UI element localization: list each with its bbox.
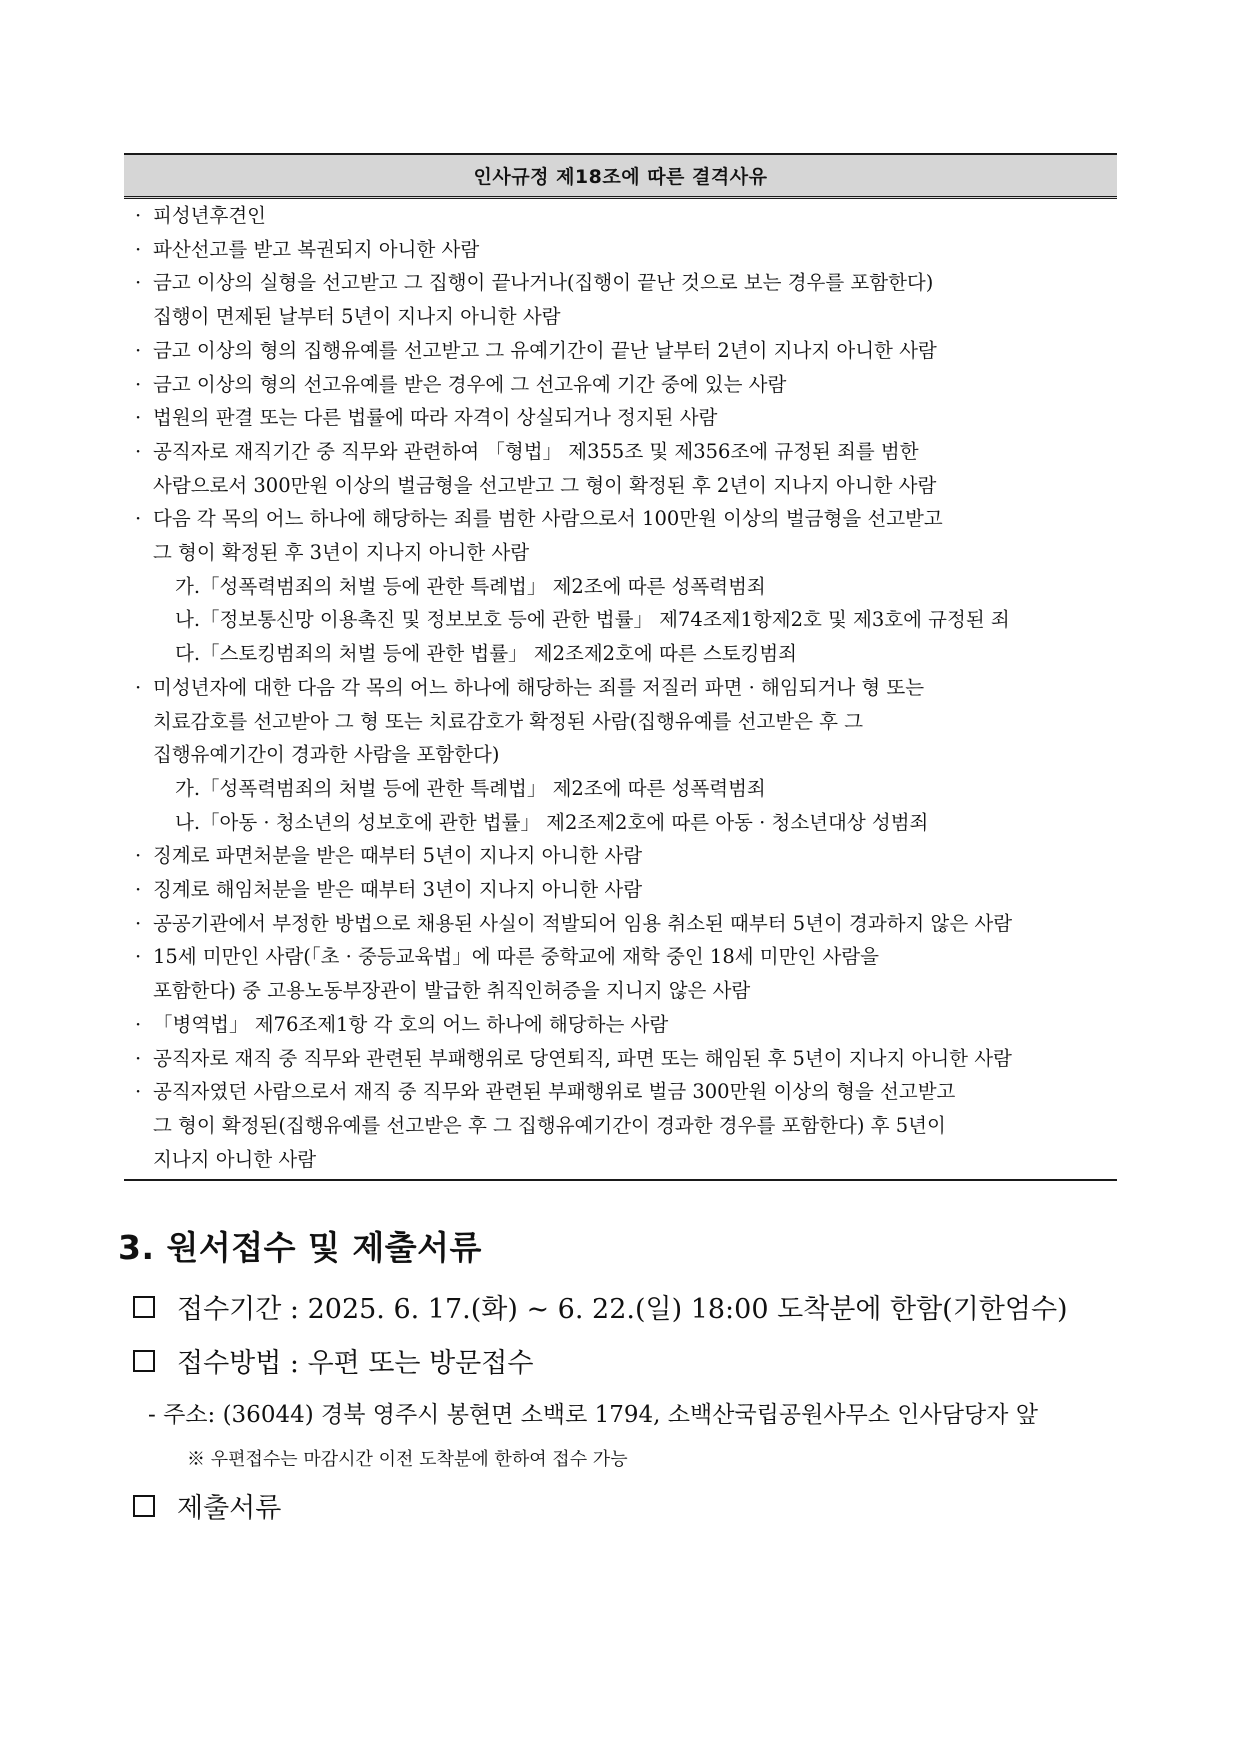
item-text bbox=[153, 671, 924, 772]
bullet-icon: · bbox=[135, 406, 142, 430]
checkbox-icon bbox=[133, 1296, 155, 1318]
item-text bbox=[153, 839, 642, 873]
disqualification-item bbox=[135, 368, 1109, 402]
disqualification-item bbox=[135, 233, 1109, 267]
bullet-icon: · bbox=[135, 204, 142, 227]
disqualification-item bbox=[135, 907, 1109, 941]
sub-item: 나.「정보통신망 이용촉진 및 정보보호 등에 관한 법률」 제74조제1항제2호 및 제3호에 규정된 죄 bbox=[175, 608, 1010, 632]
item-line: 금고 이상의 형의 선고유예를 받은 경우에 그 선고유예 기간 중에 있는 사람 bbox=[153, 372, 787, 396]
bullet-icon: · bbox=[135, 271, 142, 295]
item-text bbox=[153, 233, 479, 267]
checkbox-icon bbox=[133, 1350, 155, 1372]
bullet-icon: · bbox=[135, 844, 142, 868]
item-line: 징계로 해임처분을 받은 때부터 3년이 지나지 아니한 사람 bbox=[153, 878, 643, 902]
bullet-icon: · bbox=[135, 1080, 142, 1104]
item-line: 그 형이 확정된 후 3년이 지나지 아니한 사람 bbox=[153, 541, 530, 565]
item-text bbox=[153, 368, 786, 402]
table-header: 인사규정 제18조에 따른 결격사유 bbox=[124, 155, 1117, 199]
disqualification-item bbox=[135, 940, 1109, 1007]
disqualification-item bbox=[135, 1075, 1109, 1176]
item-line: 다음 각 목의 어느 하나에 해당하는 죄를 범한 사람으로서 100만원 이상의 벌금형을 선고받고 bbox=[153, 507, 943, 531]
period-row bbox=[133, 1287, 1068, 1326]
item-text bbox=[153, 401, 717, 435]
disqualification-table bbox=[124, 153, 1117, 1181]
item-line: 치료감호를 선고받아 그 형 또는 치료감호가 확정된 사람(집행유예를 선고받은 후 그 bbox=[153, 709, 864, 733]
item-line: 그 형이 확정된(집행유예를 선고받은 후 그 집행유예기간이 경과한 경우를 포함한다) 후 5년이 bbox=[153, 1113, 946, 1137]
item-text bbox=[153, 940, 879, 1007]
item-line: 지나지 아니한 사람 bbox=[153, 1147, 317, 1171]
item-line: 금고 이상의 실형을 선고받고 그 집행이 끝나거나(집행이 끝난 것으로 보는 경우를 포함한다) bbox=[153, 271, 934, 295]
disqualification-item bbox=[135, 671, 1109, 772]
item-line: 파산선고를 받고 복권되지 아니한 사람 bbox=[153, 237, 480, 261]
table-bottom-rule bbox=[124, 1179, 1117, 1181]
bullet-icon: · bbox=[135, 338, 142, 362]
item-text bbox=[153, 199, 266, 233]
item-line: 공공기관에서 부정한 방법으로 채용된 사실이 적발되어 임용 취소된 때부터 5년이 경과하지 않은 사람 bbox=[153, 911, 1013, 935]
method-row bbox=[133, 1341, 533, 1380]
bullet-icon: · bbox=[135, 507, 142, 531]
disqualification-item bbox=[135, 334, 1109, 368]
sub-item: 다.「스토킹범죄의 처벌 등에 관한 법률」 제2조제2호에 따른 스토킹범죄 bbox=[175, 642, 798, 666]
disqualification-item bbox=[135, 199, 1109, 233]
item-line: 공직자로 재직기간 중 직무와 관련하여 「형법」 제355조 및 제356조에 규정된 죄를 범한 bbox=[153, 439, 919, 463]
bullet-icon: · bbox=[135, 439, 142, 463]
item-text bbox=[153, 502, 943, 569]
disqualification-item bbox=[135, 435, 1109, 502]
bullet-icon: · bbox=[135, 911, 142, 935]
disqualification-item bbox=[135, 839, 1109, 873]
sub-item: 가.「성폭력범죄의 처벌 등에 관한 특례법」 제2조에 따른 성폭력범죄 bbox=[175, 574, 766, 598]
item-line: 15세 미만인 사람(「초 · 중등교육법」에 따른 중학교에 재학 중인 18세 미만인 사람을 bbox=[153, 945, 879, 969]
disqualification-item bbox=[135, 266, 1109, 333]
disqualification-item bbox=[135, 873, 1109, 907]
period-text: 접수기간 : 2025. 6. 17.(화) ~ 6. 22.(일) 18:00 도착분에 한함(기한엄수) bbox=[177, 1294, 1068, 1325]
item-line: 징계로 파면처분을 받은 때부터 5년이 지나지 아니한 사람 bbox=[153, 844, 643, 868]
sub-item: 가.「성폭력범죄의 처벌 등에 관한 특례법」 제2조에 따른 성폭력범죄 bbox=[175, 776, 766, 800]
section-title: 3. 원서접수 및 제출서류 bbox=[118, 1228, 482, 1267]
item-text bbox=[153, 873, 642, 907]
disqualification-item bbox=[135, 1008, 1109, 1042]
method-text: 접수방법 : 우편 또는 방문접수 bbox=[177, 1348, 534, 1379]
bullet-icon: · bbox=[135, 675, 142, 699]
disqualification-item bbox=[135, 1042, 1109, 1076]
item-line: 「병역법」 제76조제1항 각 호의 어느 하나에 해당하는 사람 bbox=[153, 1012, 669, 1036]
item-text bbox=[153, 266, 933, 333]
item-text bbox=[153, 1075, 955, 1176]
item-line: 공직자였던 사람으로서 재직 중 직무와 관련된 부패행위로 벌금 300만원 이상의 형을 선고받고 bbox=[153, 1080, 956, 1104]
bullet-icon: · bbox=[135, 945, 142, 969]
item-text bbox=[153, 1042, 1012, 1076]
bullet-icon: · bbox=[135, 1012, 142, 1036]
item-line: 피성년후견인 bbox=[153, 204, 267, 227]
item-line: 금고 이상의 형의 집행유예를 선고받고 그 유예기간이 끝난 날부터 2년이 지나지 아니한 사람 bbox=[153, 338, 937, 362]
postal-note: ※ 우편접수는 마감시간 이전 도착분에 한하여 접수 가능 bbox=[187, 1449, 628, 1470]
item-text bbox=[153, 435, 936, 502]
table-body bbox=[124, 199, 1117, 1176]
item-line: 사람으로서 300만원 이상의 벌금형을 선고받고 그 형이 확정된 후 2년이 지나지 아니한 사람 bbox=[153, 473, 937, 497]
disqualification-item bbox=[135, 502, 1109, 569]
item-line: 공직자로 재직 중 직무와 관련된 부패행위로 당연퇴직, 파면 또는 해임된 후 5년이 지나지 아니한 사람 bbox=[153, 1046, 1012, 1070]
item-text bbox=[153, 334, 937, 368]
item-line: 미성년자에 대한 다음 각 목의 어느 하나에 해당하는 죄를 저질러 파면 · 해임되거나 형 또는 bbox=[153, 675, 925, 699]
item-line: 포함한다) 중 고용노동부장관이 발급한 취직인허증을 지니지 않은 사람 bbox=[153, 979, 751, 1003]
bullet-icon: · bbox=[135, 372, 142, 396]
documents-text: 제출서류 bbox=[177, 1493, 282, 1524]
address-text: - 주소: (36044) 경북 영주시 봉현면 소백로 1794, 소백산국립공원사무소 인사담당자 앞 bbox=[148, 1402, 1038, 1428]
bullet-icon: · bbox=[135, 1046, 142, 1070]
bullet-icon: · bbox=[135, 237, 142, 261]
documents-row bbox=[133, 1486, 281, 1525]
item-line: 집행유예기간이 경과한 사람을 포함한다) bbox=[153, 743, 500, 767]
item-text bbox=[153, 907, 1012, 941]
sub-item: 나.「아동 · 청소년의 성보호에 관한 법률」 제2조제2호에 따른 아동 · 청소년대상 성범죄 bbox=[175, 810, 929, 834]
item-line: 법원의 판결 또는 다른 법률에 따라 자격이 상실되거나 정지된 사람 bbox=[153, 406, 718, 430]
checkbox-icon bbox=[133, 1495, 155, 1517]
bullet-icon: · bbox=[135, 878, 142, 902]
item-line: 집행이 면제된 날부터 5년이 지나지 아니한 사람 bbox=[153, 305, 561, 329]
item-text bbox=[153, 1008, 668, 1042]
disqualification-item bbox=[135, 401, 1109, 435]
